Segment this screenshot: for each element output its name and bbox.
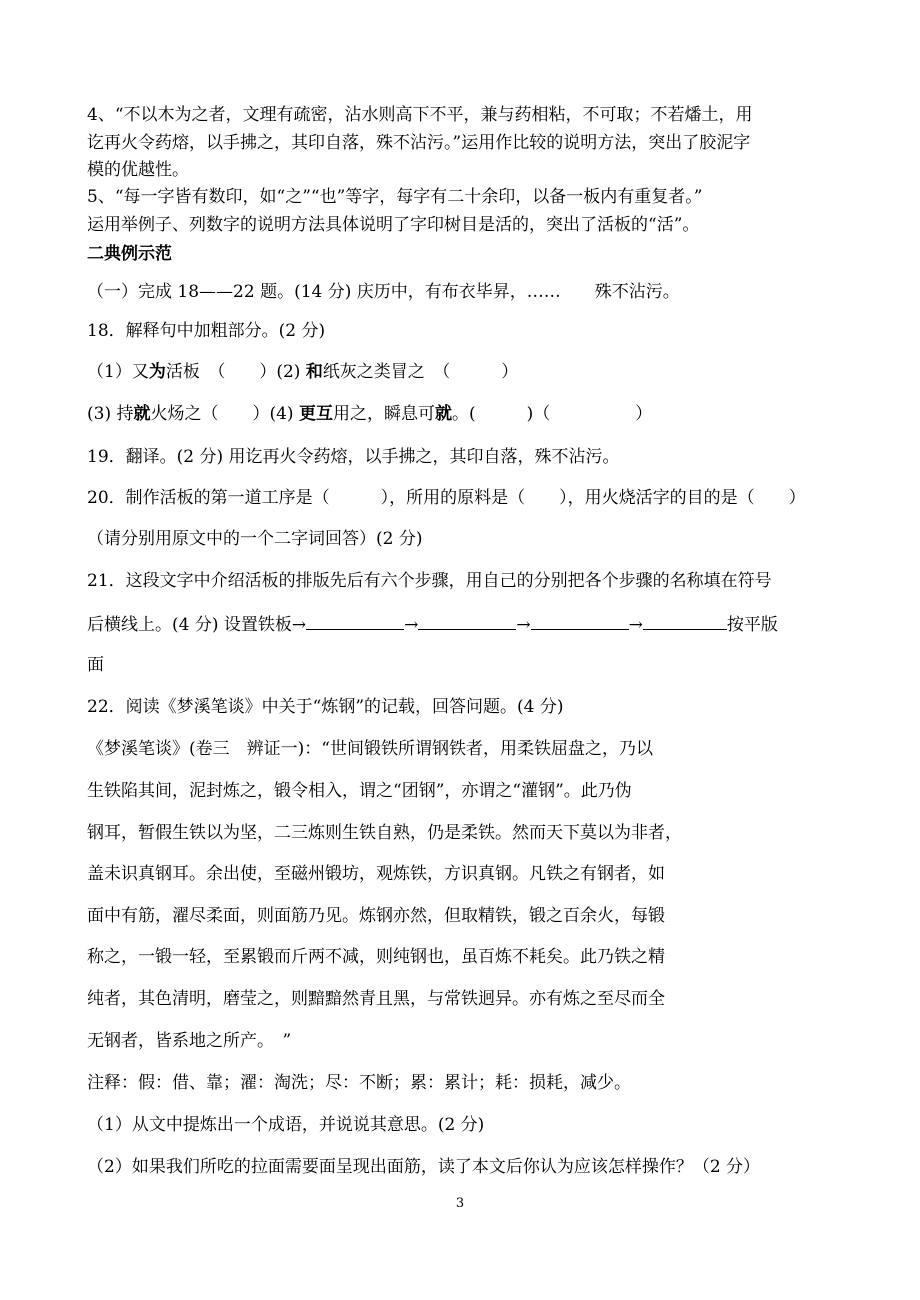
bold-word: 和	[305, 362, 323, 382]
passage-line: 称之，一锻一轻，至累锻而斤两不减，则纯钢也，虽百炼不耗矣。此乃铁之精	[87, 947, 665, 967]
bold-word: 为	[148, 362, 166, 382]
text-line: 4、“不以木为之者，文理有疏密，沾水则高下不平，兼与药相粘，不可取；不若燔土，用	[87, 105, 753, 125]
bold-word: 更互	[298, 404, 333, 424]
question-20: 20．制作活板的第一道工序是（ ），所用的原料是（ ），用火烧活字的目的是（ ）	[87, 488, 806, 508]
answer-blank[interactable]	[643, 612, 727, 630]
text-span: 火炀之（ ）(4)	[150, 404, 299, 424]
question-21: 21．这段文字中介绍活板的排版先后有六个步骤，用自己的分别把各个步骤的名称填在符号	[87, 571, 772, 591]
section-heading: 二典例示范	[87, 244, 172, 264]
text-line: （请分别用原文中的一个二字词回答）(2 分)	[87, 529, 423, 549]
text-span: 后横线上。(4 分) 设置铁板→	[87, 615, 307, 635]
notes: 注释：假：借、靠；濯：淘洗；尽：不断；累：累计；耗：损耗，减少。	[87, 1073, 631, 1093]
passage-line: 盖未识真钢耳。余出使，至磁州锻坊，观炼铁，方识真钢。凡铁之有钢者，如	[87, 864, 665, 884]
page-number: 3	[455, 1196, 465, 1211]
passage-line: 钢耳，暂假生铁以为坚，二三炼则生铁自熟，仍是柔铁。然而天下莫以为非者，	[87, 823, 682, 843]
bold-word: 就	[434, 404, 452, 424]
question-22-1: （1）从文中提炼出一个成语，并说说其意思。(2 分)	[87, 1115, 485, 1135]
question-22: 22．阅读《梦溪笔谈》中关于“炼钢”的记载，回答问题。(4 分)	[87, 697, 564, 717]
text-line: 5、“每一字皆有数印，如“之”“也”等字，每字有二十余印，以备一板内有重复者。”	[87, 187, 703, 207]
text-span: 纸灰之类冒之 （ ）	[322, 362, 519, 382]
question-19: 19．翻译。(2 分) 用讫再火令药熔，以手拂之，其印自落，殊不沾污。	[87, 447, 620, 467]
text-span: (3) 持	[87, 404, 134, 424]
arrow: →	[628, 615, 643, 635]
answer-blank[interactable]	[531, 612, 629, 630]
text-span: 按平版	[726, 615, 778, 635]
bold-word: 就	[133, 404, 151, 424]
arrow: →	[516, 615, 531, 635]
question-21-blanks	[87, 612, 778, 636]
text-line: 运用举例子、列数字的说明方法具体说明了字印树目是活的，突出了活板的“活”。	[87, 215, 700, 235]
passage-line: 《梦溪笔谈》(卷三 辨证一)：“世间锻铁所谓钢铁者，用柔铁屈盘之，乃以	[87, 739, 653, 759]
passage-line: 无钢者，皆系地之所产。 ”	[87, 1031, 292, 1051]
passage-line: 面中有筋，濯尽柔面，则面筋乃见。炼钢亦然，但取精铁，锻之百余火，每锻	[87, 906, 665, 926]
passage-line: 生铁陷其间，泥封炼之，锻令相入，谓之“团钢”，亦谓之“灌钢”。此乃伪	[87, 781, 632, 801]
text-line: 讫再火令药熔，以手拂之，其印自落，殊不沾污。”运用作比较的说明方法，突出了胶泥字	[87, 133, 751, 153]
text-line: （一）完成 18——22 题。(14 分) 庆历中，有布衣毕昇，…… 殊不沾污。	[87, 282, 680, 302]
text-span: 用之，瞬息可	[332, 404, 435, 424]
text-line: 面	[87, 655, 104, 675]
text-span: 。( )（ ）	[451, 404, 653, 424]
question-18-line-2	[87, 403, 652, 425]
passage-line: 纯者，其色清明，磨莹之，则黯黯然青且黑，与常铁迥异。亦有炼之至尽而全	[87, 989, 665, 1009]
question-18: 18．解释句中加粗部分。(2 分)	[87, 321, 326, 341]
text-line: 模的优越性。	[87, 160, 189, 180]
text-span: 活板 （ ）(2)	[165, 362, 306, 382]
answer-blank[interactable]	[418, 612, 516, 630]
question-18-line-1	[87, 361, 518, 383]
text-span: （1）又	[87, 362, 149, 382]
answer-blank[interactable]	[306, 612, 404, 630]
arrow: →	[404, 615, 419, 635]
question-22-2: （2）如果我们所吃的拉面需要面呈现出面筋，读了本文后你认为应该怎样操作？（2 分）	[87, 1157, 761, 1177]
